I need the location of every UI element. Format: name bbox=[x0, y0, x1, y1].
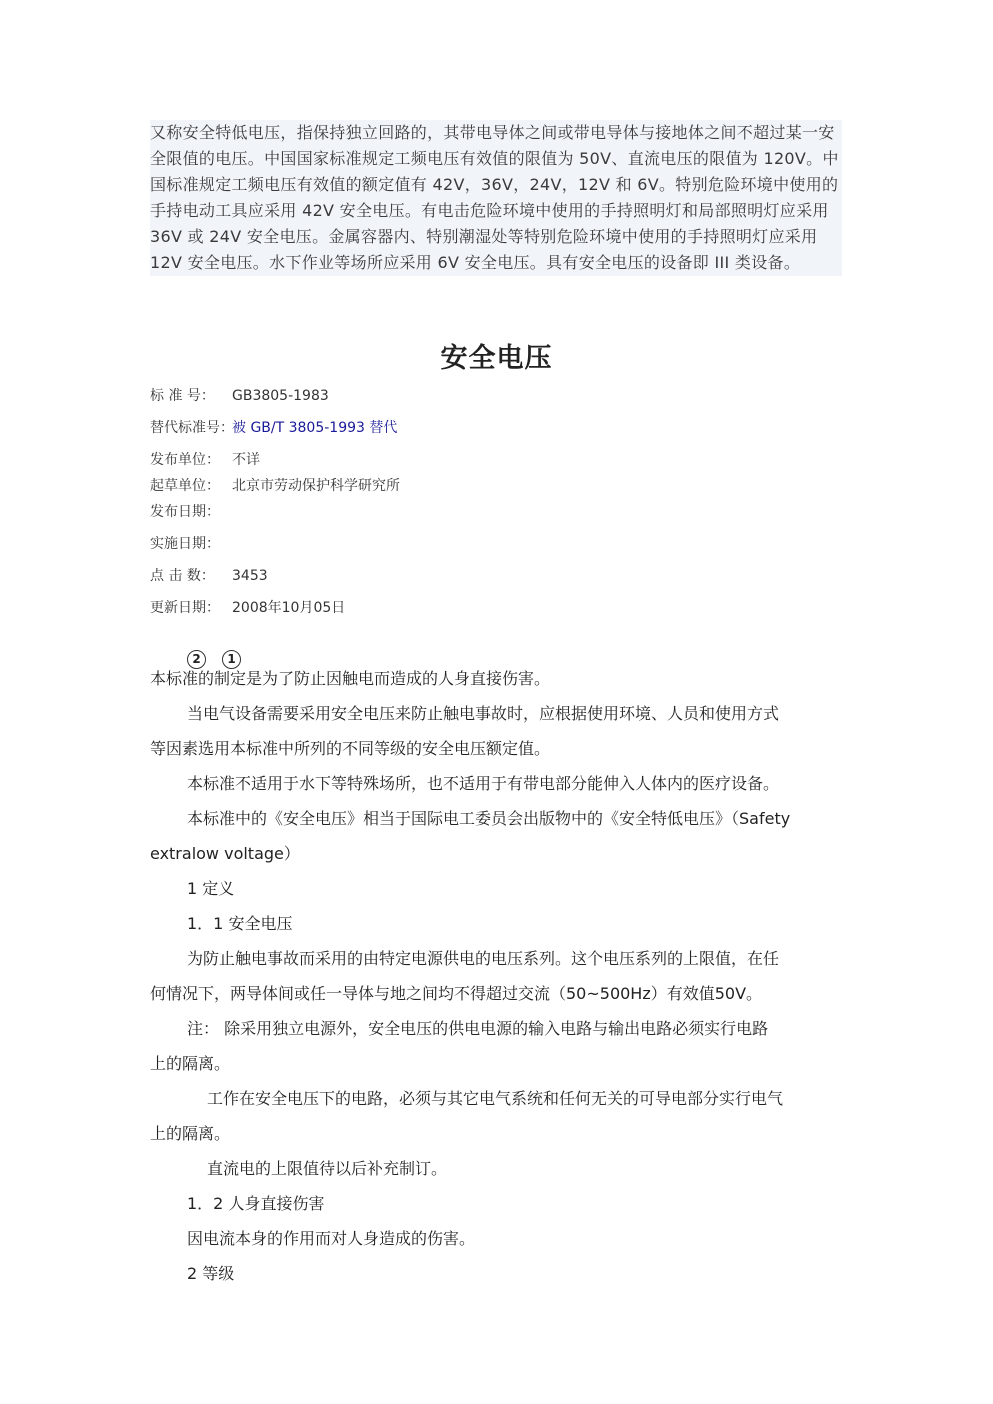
meta-clicks bbox=[150, 565, 268, 585]
page-title: 安全电压 bbox=[440, 343, 553, 374]
body-text-line: 当电气设备需要采用安全电压来防止触电事故时，应根据使用环境、人员和使用方式 bbox=[187, 704, 780, 723]
section-heading: 1．1 安全电压 bbox=[187, 914, 293, 933]
meta-value: 不详 bbox=[232, 452, 260, 468]
note-text-line: 上的隔离。 bbox=[150, 1054, 231, 1073]
body-text-line: extralow voltage） bbox=[150, 844, 300, 863]
circled-number-mark: 2 bbox=[187, 650, 206, 669]
meta-label: 替代标准号： bbox=[150, 420, 234, 436]
meta-publish-date bbox=[150, 501, 232, 521]
meta-label: 实施日期： bbox=[150, 536, 220, 552]
body-text-line: 直流电的上限值待以后补充制订。 bbox=[207, 1159, 448, 1178]
meta-label: 起草单位： bbox=[150, 478, 220, 494]
meta-publisher bbox=[150, 449, 260, 469]
meta-label: 点 击 数： bbox=[150, 568, 215, 584]
meta-value: GB3805-1983 bbox=[232, 388, 329, 404]
note-text-line: 注： 除采用独立电源外，安全电压的供电电源的输入电路与输出电路必须实行电路 bbox=[187, 1019, 769, 1038]
body-text-line: 本标准不适用于水下等特殊场所，也不适用于有带电部分能伸入人体内的医疗设备。 bbox=[187, 774, 780, 793]
replaced-standard-link[interactable]: 被 GB/T 3805-1993 替代 bbox=[232, 420, 398, 436]
meta-label: 标 准 号： bbox=[150, 388, 215, 404]
body-text-line: 工作在安全电压下的电路，必须与其它电气系统和任何无关的可导电部分实行电气 bbox=[207, 1089, 784, 1108]
circled-number-mark: 1 bbox=[222, 650, 241, 669]
intro-paragraph: 又称安全特低电压，指保持独立回路的，其带电导体之间或带电导体与接地体之间不超过某一安全限值的电压。中国国家标准规定工频电压有效值的限值为 50V、直流电压的限值为 120V。中国标准规定工频电压有效值的额定值有 42V，36V，24V，12V 和 6V。特别危险环境中使用的手持电动工具应采用 42V 安全电压。有电击危险环境中使用的手持照明灯和局部照明灯应采用 36V 或 24V 安全电压。金属容器内、特别潮湿处等特别危险环境中使用的手持照明灯应采用 12V 安全电压。水下作业等场所应采用 6V 安全电压。具有安全电压的设备即 III 类设备。 bbox=[150, 120, 842, 276]
meta-value: 北京市劳动保护科学研究所 bbox=[232, 478, 400, 494]
body-text-line: 本标准的制定是为了防止因触电而造成的人身直接伤害。 bbox=[150, 669, 551, 688]
meta-replaced bbox=[150, 417, 397, 437]
meta-value: 3453 bbox=[232, 568, 268, 584]
meta-standard-no bbox=[150, 385, 329, 405]
body-text-line: 本标准中的《安全电压》相当于国际电工委员会出版物中的《安全特低电压》（Safety bbox=[187, 809, 791, 828]
meta-label: 发布日期： bbox=[150, 504, 220, 520]
body-text-line: 上的隔离。 bbox=[150, 1124, 231, 1143]
meta-drafter bbox=[150, 475, 400, 495]
body-text-line: 因电流本身的作用而对人身造成的伤害。 bbox=[187, 1229, 476, 1248]
meta-value: 2008年10月05日 bbox=[232, 600, 346, 616]
meta-label: 发布单位： bbox=[150, 452, 220, 468]
body-text-line: 何情况下，两导体间或任一导体与地之间均不得超过交流（50~500Hz）有效值50V。 bbox=[150, 984, 763, 1003]
body-text-line: 为防止触电事故而采用的由特定电源供电的电压系列。这个电压系列的上限值，在任 bbox=[187, 949, 780, 968]
section-heading: 1 定义 bbox=[187, 879, 235, 898]
meta-label: 更新日期： bbox=[150, 600, 220, 616]
meta-impl-date bbox=[150, 533, 232, 553]
section-heading: 2 等级 bbox=[187, 1264, 235, 1283]
section-heading: 1．2 人身直接伤害 bbox=[187, 1194, 325, 1213]
meta-updated bbox=[150, 597, 345, 617]
body-text-line: 等因素选用本标准中所列的不同等级的安全电压额定值。 bbox=[150, 739, 551, 758]
